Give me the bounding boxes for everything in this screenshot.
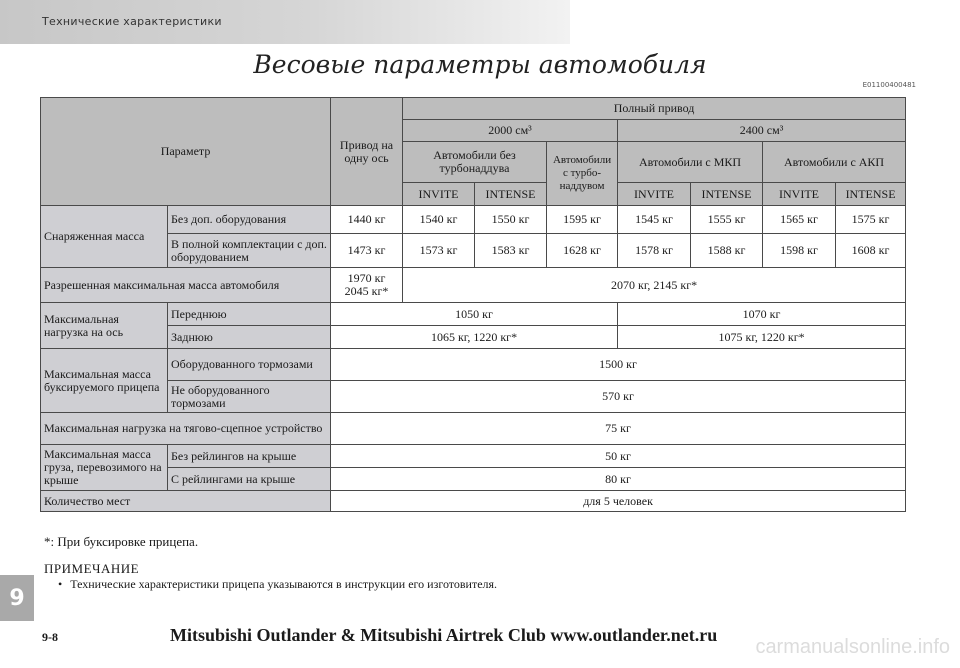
table-cell: 1608 кг: [836, 234, 906, 268]
note-text: Технические характеристики прицепа указываются в инструкции его изготовителя.: [70, 577, 498, 591]
note-title: ПРИМЕЧАНИЕ: [44, 561, 140, 576]
header-trim: INVITE: [763, 183, 836, 206]
gross-2wd-value: 1970 кг: [347, 271, 386, 285]
note-item: [58, 577, 497, 592]
header-trim: INVITE: [618, 183, 691, 206]
row-sublabel: В полной комплектации с доп. оборудованием: [168, 234, 331, 268]
table-cell: 1595 кг: [547, 206, 618, 234]
table-cell: 1583 кг: [475, 234, 547, 268]
row-label-curb-weight: Снаряженная масса: [41, 206, 168, 268]
header-manual: Автомобили с МКП: [618, 142, 763, 183]
table-cell: 1565 кг: [763, 206, 836, 234]
header-trim: INTENSE: [836, 183, 906, 206]
table-cell: 1628 кг: [547, 234, 618, 268]
header-2400cc: 2400 см³: [618, 120, 906, 142]
bullet-icon: •: [58, 577, 63, 591]
section-header: Технические характеристики: [42, 15, 222, 28]
row-label-axle-load: Максимальная нагрузка на ось: [41, 303, 168, 349]
header-4wd: Полный привод: [403, 98, 906, 120]
table-cell: 1555 кг: [691, 206, 763, 234]
table-cell: 570 кг: [331, 381, 906, 413]
header-turbo: Автомобили с турбо-наддувом: [547, 142, 618, 206]
table-cell: 75 кг: [331, 413, 906, 445]
weight-spec-table: [40, 97, 906, 512]
footnote: *: При буксировке прицепа.: [44, 534, 199, 549]
row-label-towbar-load: Максимальная нагрузка на тягово-сцепное устройство: [41, 413, 331, 445]
row-label-trailer-mass: Максимальная масса буксируемого прицепа: [41, 349, 168, 413]
document-code: E01100400481: [862, 81, 916, 89]
table-cell: 2070 кг, 2145 кг*: [403, 268, 906, 303]
table-cell: 1550 кг: [475, 206, 547, 234]
row-sublabel: Переднюю: [168, 303, 331, 326]
watermark: carmanualsonline.info: [755, 636, 950, 658]
header-2wd: Привод на одну ось: [331, 98, 403, 206]
row-sublabel: Без рейлингов на крыше: [168, 445, 331, 468]
chapter-tab: 9: [0, 575, 34, 621]
row-sublabel: С рейлингами на крыше: [168, 468, 331, 491]
table-cell-2wd-gross: [331, 268, 403, 303]
table-cell: 1473 кг: [331, 234, 403, 268]
table-cell: 80 кг: [331, 468, 906, 491]
table-cell: 1573 кг: [403, 234, 475, 268]
table-cell: 1065 кг, 1220 кг*: [331, 326, 618, 349]
header-automatic: Автомобили с АКП: [763, 142, 906, 183]
row-sublabel: Оборудованного тормозами: [168, 349, 331, 381]
table-cell: 1545 кг: [618, 206, 691, 234]
row-sublabel: Заднюю: [168, 326, 331, 349]
table-cell: 1578 кг: [618, 234, 691, 268]
table-cell: 50 кг: [331, 445, 906, 468]
table-cell: 1575 кг: [836, 206, 906, 234]
table-cell: 1440 кг: [331, 206, 403, 234]
page-number: 9-8: [42, 630, 58, 644]
table-cell: 1598 кг: [763, 234, 836, 268]
header-trim: INTENSE: [691, 183, 763, 206]
table-cell: 1050 кг: [331, 303, 618, 326]
gross-2wd-towing-value: 2045 кг*: [344, 284, 389, 298]
table-cell: 1588 кг: [691, 234, 763, 268]
header-parameter: Параметр: [41, 98, 331, 206]
row-label-roof-load: Максимальная масса груза, перевозимого на крыше: [41, 445, 168, 491]
table-cell: 1070 кг: [618, 303, 906, 326]
header-trim: INTENSE: [475, 183, 547, 206]
table-cell: 1540 кг: [403, 206, 475, 234]
table-cell: для 5 человек: [331, 491, 906, 512]
header-non-turbo: Автомобили без турбонаддува: [403, 142, 547, 183]
footer-title: Mitsubishi Outlander & Mitsubishi Airtrek Club www.outlander.net.ru: [170, 625, 718, 645]
header-trim: INVITE: [403, 183, 475, 206]
page-title: Весовые параметры автомобиля: [253, 50, 707, 79]
table-cell: 1500 кг: [331, 349, 906, 381]
row-sublabel: Без доп. оборудования: [168, 206, 331, 234]
table-cell: 1075 кг, 1220 кг*: [618, 326, 906, 349]
header-2000cc: 2000 см³: [403, 120, 618, 142]
row-label-gross-weight: Разрешенная максимальная масса автомобиля: [41, 268, 331, 303]
row-label-seats: Количество мест: [41, 491, 331, 512]
row-sublabel: Не оборудованного тормозами: [168, 381, 331, 413]
